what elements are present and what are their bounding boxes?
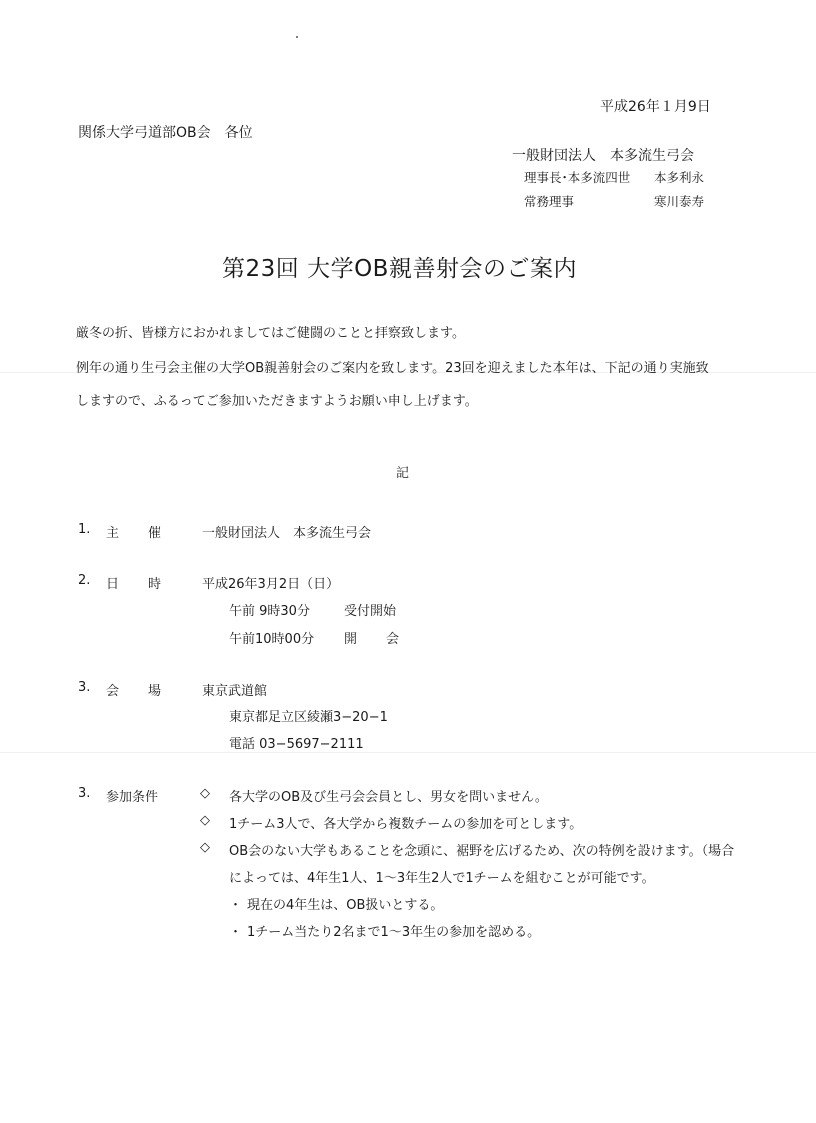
condition-1: 各大学のOB及び生弓会会員とし、男女を問いません。 — [229, 790, 548, 805]
addressee: 関係大学弓道部OB会 各位 — [78, 125, 253, 141]
sender-director-name: 寒川泰寿 — [654, 194, 705, 209]
item-label: 時 — [148, 577, 162, 592]
sub-bullet-icon: ・ — [229, 925, 243, 940]
item-number: 3. — [78, 786, 91, 801]
condition-2: 1チーム3人で、各大学から複数チームの参加を可とします。 — [229, 817, 583, 832]
diamond-bullet-icon: ◇ — [200, 840, 210, 855]
item-number: 3. — [78, 680, 91, 695]
scan-speck — [296, 36, 298, 38]
intro-paragraph-line2: しますので、ふるってご参加いただきますようお願い申し上げます。 — [76, 394, 478, 409]
item-label: 場 — [148, 684, 162, 699]
intro-paragraph-line1: 例年の通り生弓会主催の大学OB親善射会のご案内を致します。23回を迎えました本年は、下記の通り実施致 — [76, 361, 709, 376]
item-label: 催 — [148, 526, 162, 541]
sender-chairman-role: 理事長･本多流四世 — [524, 170, 631, 185]
item-label: 会 — [106, 684, 120, 699]
special-rule-1: 現在の4年生は、OB扱いとする。 — [247, 898, 444, 913]
scan-fold-line — [0, 752, 816, 753]
host-value: 一般財団法人 本多流生弓会 — [202, 526, 372, 541]
event-date: 平成26年3月2日（日） — [202, 577, 340, 592]
sender-organization: 一般財団法人 本多流生弓会 — [512, 148, 694, 164]
condition-3-line1: OB会のない大学もあることを念頭に、裾野を広げるため、次の特例を設けます。（場合 — [229, 844, 735, 859]
venue-phone: 電話 03−5697−2111 — [229, 737, 364, 752]
condition-3-line2: によっては、4年生1人、1～3年生2人で1チームを組むことが可能です。 — [229, 871, 655, 886]
sender-director-role: 常務理事 — [524, 194, 575, 209]
venue-address: 東京都足立区綾瀬3−20−1 — [229, 710, 388, 725]
diamond-bullet-icon: ◇ — [200, 813, 210, 828]
opening-label: 会 — [386, 632, 400, 647]
ki-marker: 記 — [396, 466, 410, 481]
item-label: 日 — [106, 577, 120, 592]
opening-label: 開 — [344, 632, 358, 647]
item-label: 主 — [106, 526, 120, 541]
item-number: 2. — [78, 573, 91, 588]
sub-bullet-icon: ・ — [229, 898, 243, 913]
opening-time: 午前10時00分 — [229, 632, 315, 647]
special-rule-2: 1チーム当たり2名まで1～3年生の参加を認める。 — [247, 925, 541, 940]
reception-time: 午前 9時30分 — [229, 604, 310, 619]
greeting-paragraph: 厳冬の折、皆様方におかれましてはご健闘のことと拝察致します。 — [76, 326, 465, 341]
venue-name: 東京武道館 — [202, 684, 268, 699]
diamond-bullet-icon: ◇ — [200, 786, 210, 801]
document-title: 第23回 大学OB親善射会のご案内 — [222, 256, 577, 282]
item-number: 1. — [78, 522, 91, 537]
item-label: 参加条件 — [106, 790, 159, 805]
document-date: 平成26年１月9日 — [600, 99, 711, 115]
reception-label: 受付開始 — [344, 604, 397, 619]
sender-chairman-name: 本多利永 — [654, 170, 705, 185]
